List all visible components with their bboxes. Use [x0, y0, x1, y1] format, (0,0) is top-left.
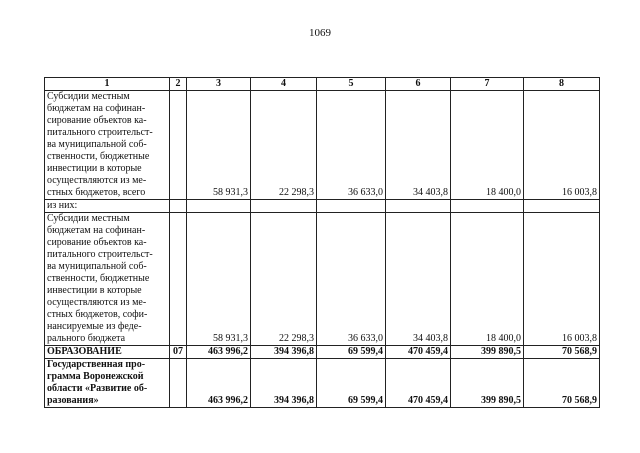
- value-cell: [386, 200, 451, 213]
- value-cell: 463 996,2: [187, 359, 251, 408]
- description-line: из них:: [47, 200, 78, 211]
- row-description: [45, 213, 170, 346]
- value-cell: 16 003,8: [524, 213, 600, 346]
- description-line: области «Развитие об-: [47, 383, 148, 394]
- value-cell: 394 396,8: [251, 346, 317, 359]
- header-cell: 1: [45, 78, 170, 91]
- description-line: сирование объектов ка-: [47, 115, 147, 126]
- value-cell: [524, 200, 600, 213]
- value-cell: 58 931,3: [187, 91, 251, 200]
- value-cell: 394 396,8: [251, 359, 317, 408]
- value-cell: 470 459,4: [386, 346, 451, 359]
- row-code: 07: [170, 346, 187, 359]
- description-line: бюджетам на софинан-: [47, 225, 146, 236]
- header-cell: 8: [524, 78, 600, 91]
- description-line: стных бюджетов, всего: [47, 187, 146, 198]
- value-cell: 399 890,5: [451, 346, 524, 359]
- value-cell: 470 459,4: [386, 359, 451, 408]
- description-line: стных бюджетов, софи-: [47, 309, 148, 320]
- header-cell: 5: [317, 78, 386, 91]
- value-cell: 69 599,4: [317, 359, 386, 408]
- value-cell: [251, 200, 317, 213]
- row-code: [170, 91, 187, 200]
- value-cell: 58 931,3: [187, 213, 251, 346]
- description-line: инвестиции в которые: [47, 163, 142, 174]
- value-cell: 34 403,8: [386, 91, 451, 200]
- header-cell: 2: [170, 78, 187, 91]
- description-line: грамма Воронежской: [47, 371, 144, 382]
- table-row: [45, 91, 600, 200]
- row-code: [170, 213, 187, 346]
- value-cell: [317, 200, 386, 213]
- value-cell: 34 403,8: [386, 213, 451, 346]
- description-line: ОБРАЗОВАНИЕ: [47, 346, 122, 357]
- description-line: питального строительст-: [47, 127, 153, 138]
- value-cell: 16 003,8: [524, 91, 600, 200]
- description-line: ва муниципальной соб-: [47, 139, 147, 150]
- value-cell: 18 400,0: [451, 213, 524, 346]
- value-cell: 399 890,5: [451, 359, 524, 408]
- value-cell: [451, 200, 524, 213]
- description-line: осуществляются из ме-: [47, 297, 147, 308]
- description-line: нансируемые из феде-: [47, 321, 142, 332]
- description-line: ва муниципальной соб-: [47, 261, 147, 272]
- page-number: 1069: [309, 27, 331, 39]
- header-cell: 4: [251, 78, 317, 91]
- budget-table: [44, 77, 600, 408]
- table-row: [45, 359, 600, 408]
- description-line: ственности, бюджетные: [47, 151, 150, 162]
- description-line: Государственная про-: [47, 359, 146, 370]
- value-cell: 36 633,0: [317, 91, 386, 200]
- description-line: бюджетам на софинан-: [47, 103, 146, 114]
- description-line: ственности, бюджетные: [47, 273, 150, 284]
- value-cell: 69 599,4: [317, 346, 386, 359]
- value-cell: 18 400,0: [451, 91, 524, 200]
- row-description: [45, 346, 170, 359]
- header-cell: 6: [386, 78, 451, 91]
- value-cell: 22 298,3: [251, 213, 317, 346]
- row-description: [45, 359, 170, 408]
- description-line: рального бюджета: [47, 333, 126, 344]
- row-description: [45, 200, 170, 213]
- table-row: [45, 200, 600, 213]
- description-line: инвестиции в которые: [47, 285, 142, 296]
- description-line: сирование объектов ка-: [47, 237, 147, 248]
- value-cell: [187, 200, 251, 213]
- value-cell: 36 633,0: [317, 213, 386, 346]
- value-cell: 70 568,9: [524, 346, 600, 359]
- row-code: [170, 359, 187, 408]
- value-cell: 463 996,2: [187, 346, 251, 359]
- description-line: Субсидии местным: [47, 213, 130, 224]
- value-cell: 70 568,9: [524, 359, 600, 408]
- value-cell: 22 298,3: [251, 91, 317, 200]
- table-row: [45, 213, 600, 346]
- table-header-row: [45, 78, 600, 91]
- description-line: Субсидии местным: [47, 91, 130, 102]
- description-line: разования»: [47, 395, 99, 406]
- description-line: питального строительст-: [47, 249, 153, 260]
- table-row: [45, 346, 600, 359]
- description-line: осуществляются из ме-: [47, 175, 147, 186]
- header-cell: 7: [451, 78, 524, 91]
- row-code: [170, 200, 187, 213]
- header-cell: 3: [187, 78, 251, 91]
- row-description: [45, 91, 170, 200]
